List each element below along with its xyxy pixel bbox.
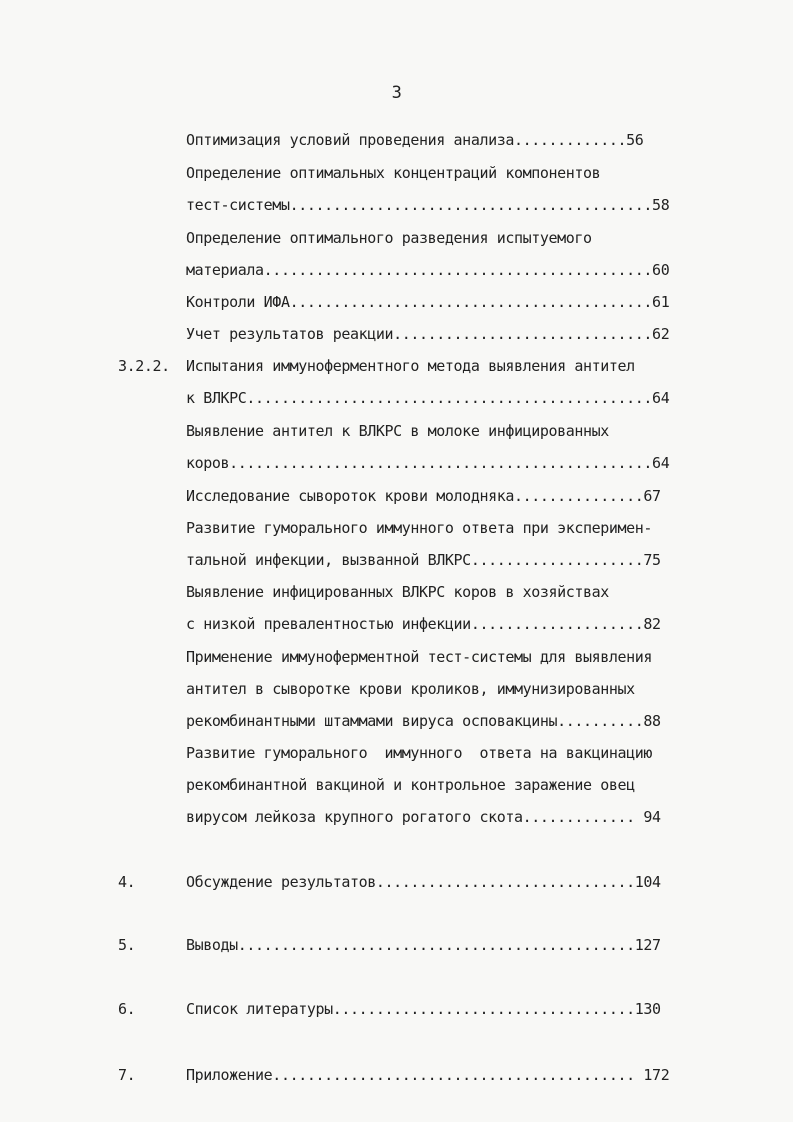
toc-entry: Учет результатов реакции..............................62 [186,325,670,343]
toc-entry: Определение оптимального разведения испытуемого [186,229,592,247]
toc-entry: Выявление инфицированных ВЛКРС коров в хозяйствах [186,583,609,601]
toc-entry: Применение иммуноферментной тест-системы для выявления [186,648,653,666]
toc-entry: Контроли ИФА..........................................61 [186,293,670,311]
toc-entry: антител в сыворотке крови кроликов, иммунизированных [186,680,635,698]
toc-entry: Оптимизация условий проведения анализа.............56 [186,131,644,149]
toc-entry: тальной инфекции, вызванной ВЛКРС....................75 [186,551,661,569]
section-number: 5. [118,936,136,954]
section-number: 4. [118,873,136,891]
section-number: 3.2.2. [118,357,170,375]
toc-entry: рекомбинантной вакциной и контрольное заражение овец [186,776,635,794]
toc-entry: Развитие гуморального иммунного ответа при эксперимен- [186,519,653,537]
toc-entry: Приложение.......................................... 172 [186,1066,670,1084]
toc-entry: Выявление антител к ВЛКРС в молоке инфицированных [186,422,609,440]
toc-entry: Выводы..............................................127 [186,936,661,954]
toc-entry: Обсуждение результатов..............................104 [186,873,661,891]
toc-entry: Развитие гуморального иммунного ответа на вакцинацию [186,744,653,762]
section-number: 7. [118,1066,136,1084]
toc-entry: с низкой превалентностью инфекции....................82 [186,615,661,633]
toc-entry: коров.................................................64 [186,454,670,472]
toc-entry: Определение оптимальных концентраций компонентов [186,164,601,182]
toc-entry: тест-системы..........................................58 [186,196,670,214]
page-number: 3 [391,83,402,103]
toc-entry: Исследование сывороток крови молодняка...............67 [186,487,661,505]
section-number: 6. [118,1000,136,1018]
toc-entry: материала.............................................60 [186,261,670,279]
toc-entry: Испытания иммуноферментного метода выявления антител [186,357,635,375]
toc-entry: к ВЛКРС...............................................64 [186,389,670,407]
toc-entry: Список литературы...................................130 [186,1000,661,1018]
toc-entry: вирусом лейкоза крупного рогатого скота............. 94 [186,808,661,826]
toc-entry: рекомбинантными штаммами вируса осповакцины..........88 [186,712,661,730]
